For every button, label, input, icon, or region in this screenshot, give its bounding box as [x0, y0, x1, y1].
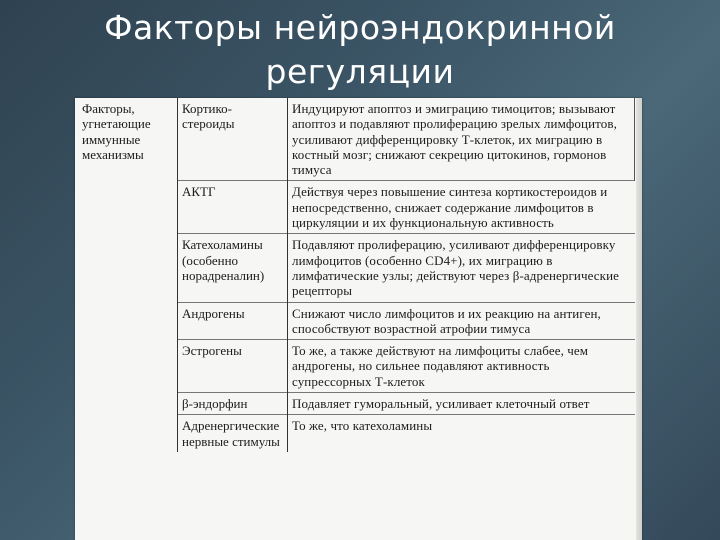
slide-title: [0, 6, 720, 94]
factor-cell: АКТГ: [178, 181, 288, 234]
table-row: [78, 98, 635, 181]
factor-cell: Эстрогены: [178, 340, 288, 393]
group-label-cell: Факторы, угнетающие иммунные механизмы: [78, 98, 178, 452]
page-edge: [636, 98, 642, 540]
slide-title-line-1: Факторы нейроэндокринной: [104, 8, 616, 47]
effect-cell: То же, а также действуют на лимфоциты слабее, чем андрогены, но сильнее подавляют активность супрессорных Т-клеток: [288, 340, 635, 393]
slide-title-line-2: регуляции: [265, 52, 455, 91]
effect-cell: Подавляют пролиферацию, усиливают дифференцировку лимфоцитов (особенно CD4+), их миграцию в лимфатические узлы; действуют через β-адренергические рецепторы: [288, 234, 635, 302]
factor-cell: Андрогены: [178, 302, 288, 340]
factor-cell: β-эндорфин: [178, 393, 288, 415]
effect-cell: То же, что катехоламины: [288, 415, 635, 452]
effect-cell: Действуя через повышение синтеза кортикостероидов и непосредственно, снижает содержание лимфоцитов в циркуляции и их функциональную активность: [288, 181, 635, 234]
factor-cell: Катехоламины (особенно норадреналин): [178, 234, 288, 302]
scanned-table-image: [75, 98, 642, 540]
effect-cell: Снижают число лимфоцитов и их реакцию на антиген, способствуют возрастной атрофии тимуса: [288, 302, 635, 340]
factor-cell: Адренергические нервные стимулы: [178, 415, 288, 452]
effect-cell: Подавляет гуморальный, усиливает клеточный ответ: [288, 393, 635, 415]
factor-cell: Кортико-стероиды: [178, 98, 288, 181]
regulation-factors-table: [78, 98, 635, 452]
effect-cell: Индуцируют апоптоз и эмиграцию тимоцитов; вызывают апоптоз и подавляют пролиферацию зрелых лимфоцитов, усиливают дифференцировку Т-клеток, их миграцию в костный мозг; снижают секрецию цитокинов, гормонов тимуса: [288, 98, 635, 181]
